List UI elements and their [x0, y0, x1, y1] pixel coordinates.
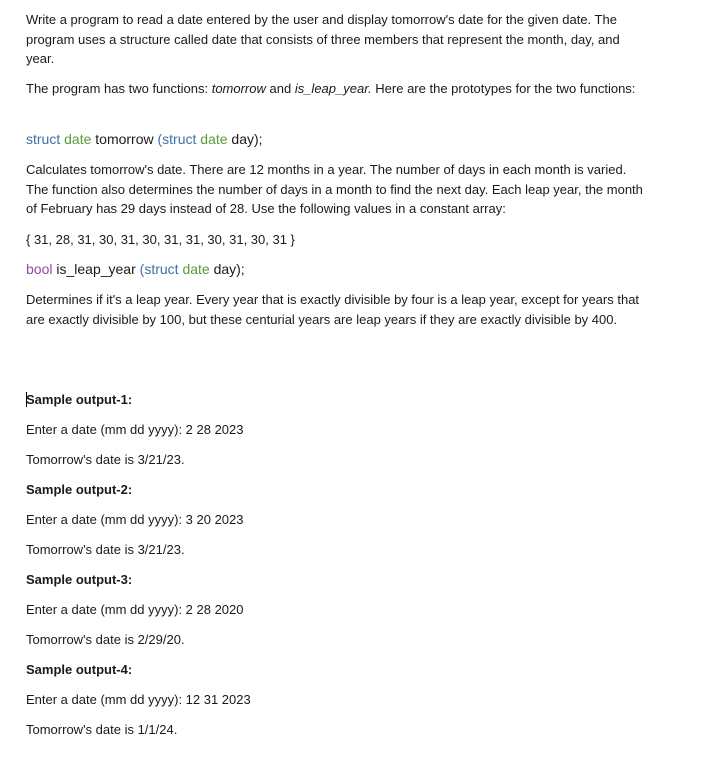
- function-name-tomorrow: tomorrow: [211, 81, 266, 96]
- prototype-tomorrow: [26, 130, 263, 150]
- paren-open: (: [139, 261, 145, 277]
- sample-input: Enter a date (mm dd yyyy): 2 28 2020: [26, 602, 244, 617]
- functions-intro-and: and: [265, 81, 295, 96]
- type-date: date: [64, 131, 92, 147]
- sample-output: Tomorrow's date is 1/1/24.: [26, 722, 178, 737]
- tomorrow-description: Calculates tomorrow's date. There are 12 months in a year. The number of days in each month is varied. The function also determines the number of days in a month to find the next day. Each leap year, the month of February has 29 days instead of 28. Use the following values in a constant array:: [26, 162, 643, 216]
- functions-intro-prefix: The program has two functions:: [26, 81, 212, 96]
- prototype-name: tomorrow: [91, 131, 158, 147]
- functions-intro-suffix: Here are the prototypes for the two functions:: [371, 81, 636, 96]
- sample-heading: Sample output-3:: [26, 572, 133, 587]
- sample-input: Enter a date (mm dd yyyy): 2 28 2023: [26, 422, 244, 437]
- sample-heading: Sample output-2:: [26, 482, 133, 497]
- type-date: date: [182, 261, 210, 277]
- functions-intro-paragraph: [26, 79, 635, 99]
- sample-heading: Sample output-4:: [26, 662, 133, 677]
- prototype-tail: day);: [227, 131, 263, 147]
- sample-output: Tomorrow's date is 3/21/23.: [26, 542, 185, 557]
- function-name-is-leap-year: is_leap_year.: [294, 81, 372, 96]
- intro-paragraph: Write a program to read a date entered by the user and display tomorrow's date for the given date. The program uses a structure called date that consists of three members that represent the month, day, and year.: [26, 12, 620, 66]
- prototype-is-leap-year: [26, 260, 245, 280]
- paren-open: (: [157, 131, 163, 147]
- sample-output: Tomorrow's date is 3/21/23.: [26, 452, 185, 467]
- days-array: { 31, 28, 31, 30, 31, 30, 31, 31, 30, 31, 30, 31 }: [26, 232, 295, 247]
- sample-output: Tomorrow's date is 2/29/20.: [26, 632, 185, 647]
- sample-heading: Sample output-1:: [26, 392, 133, 407]
- keyword-struct: struct: [26, 131, 61, 147]
- leap-description: Determines if it's a leap year. Every year that is exactly divisible by four is a leap year, except for years that are exactly divisible by 100, but these centurial years are leap years if they are exactly divisible by 400.: [26, 292, 640, 327]
- keyword-bool: bool: [26, 261, 53, 277]
- prototype-name: is_leap_year: [52, 261, 140, 277]
- sample-input: Enter a date (mm dd yyyy): 3 20 2023: [26, 512, 244, 527]
- keyword-struct: struct: [162, 131, 197, 147]
- type-date: date: [200, 131, 228, 147]
- keyword-struct: struct: [144, 261, 179, 277]
- sample-input: Enter a date (mm dd yyyy): 12 31 2023: [26, 692, 251, 707]
- prototype-tail: day);: [209, 261, 245, 277]
